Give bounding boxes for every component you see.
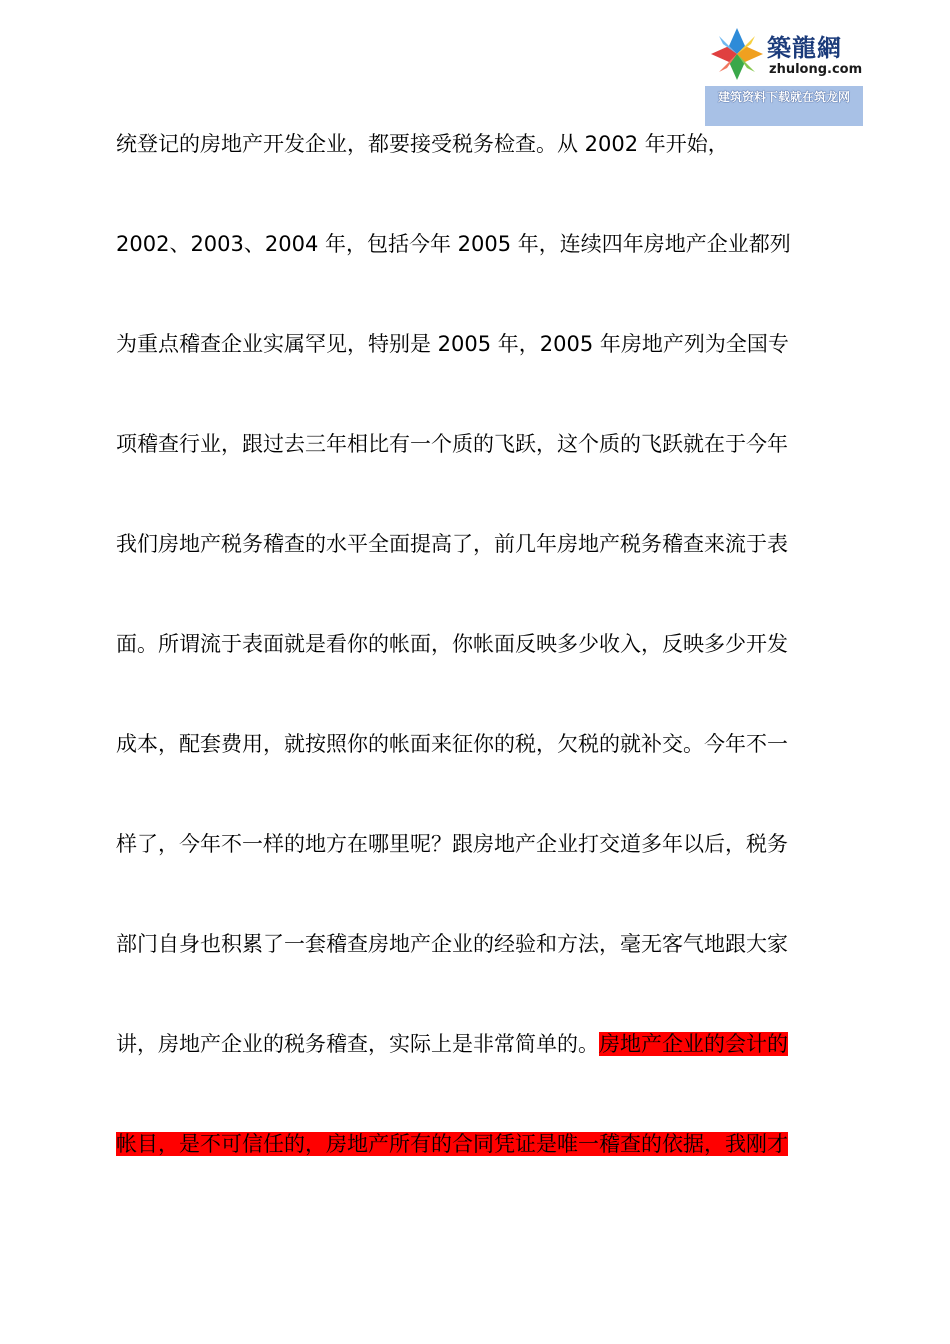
text-line: 项稽查行业，跟过去三年相比有一个质的飞跃，这个质的飞跃就在于今年	[116, 432, 788, 456]
highlighted-line	[116, 1128, 788, 1160]
text-segment: 讲，房地产企业的税务稽查，实际上是非常简单的。	[116, 1032, 599, 1056]
zhulong-logo	[705, 22, 863, 126]
text-line: 样了，今年不一样的地方在哪里呢？跟房地产企业打交道多年以后，税务	[116, 832, 788, 856]
text-line: 为重点稽查企业实属罕见，特别是 2005 年，2005 年房地产列为全国专	[116, 332, 789, 356]
logo-name-en: zhulong.com	[769, 62, 863, 77]
logo-slogan-bar	[705, 86, 863, 126]
logo-slogan: 建筑资料下载就在筑龙网	[717, 90, 850, 104]
highlighted-text: 帐目，是不可信任的，房地产所有的合同凭证是唯一稽查的依据，我刚才	[116, 1132, 788, 1156]
logo-name-cn: 築龍網	[767, 33, 842, 62]
text-line: 面。所谓流于表面就是看你的帐面，你帐面反映多少收入，反映多少开发	[116, 632, 788, 656]
text-line: 统登记的房地产开发企业，都要接受税务检查。从 2002 年开始，	[116, 132, 729, 156]
pinwheel-logo-icon	[707, 24, 767, 84]
text-line: 成本，配套费用，就按照你的帐面来征你的税，欠税的就补交。今年不一	[116, 732, 788, 756]
text-line: 我们房地产税务稽查的水平全面提高了，前几年房地产税务稽查来流于表	[116, 532, 788, 556]
text-line-with-highlight	[116, 1028, 788, 1060]
text-line: 2002、2003、2004 年，包括今年 2005 年，连续四年房地产企业都列	[116, 232, 791, 256]
highlighted-text: 房地产企业的会计的	[599, 1032, 788, 1056]
text-line: 部门自身也积累了一套稽查房地产企业的经验和方法，毫无客气地跟大家	[116, 932, 788, 956]
